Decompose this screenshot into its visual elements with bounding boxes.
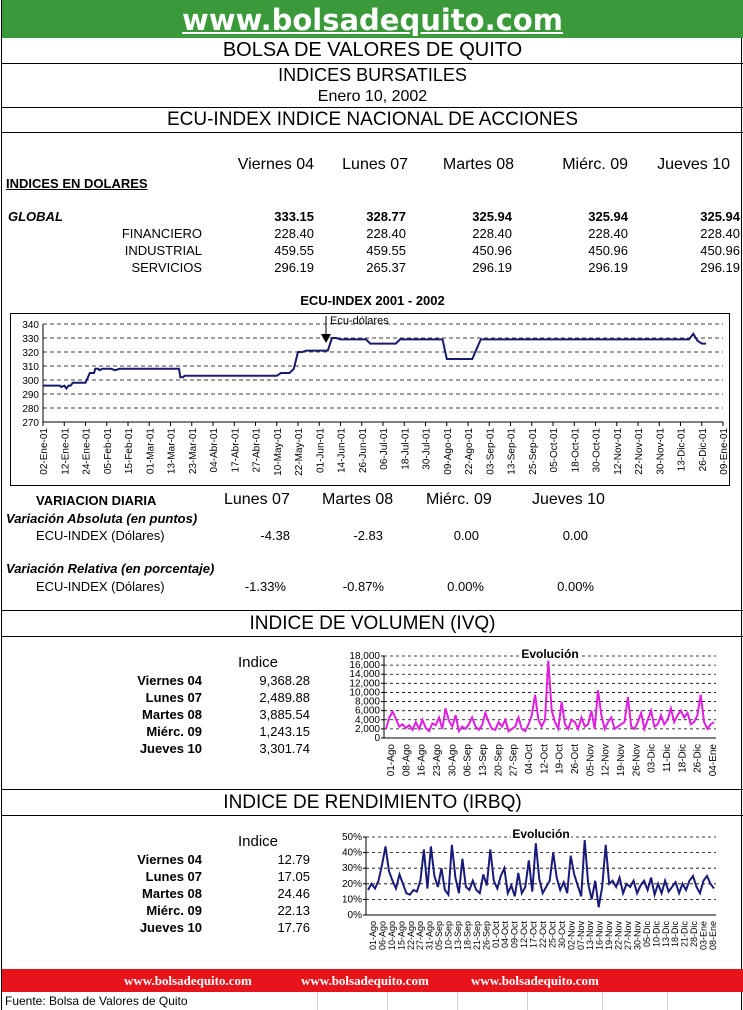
- x-tick-label: 18-Dic: [677, 744, 689, 773]
- row-label: Miérc. 09: [146, 724, 202, 739]
- x-tick-label: 01-Ago: [386, 744, 397, 777]
- x-tick-label: 18-Jul-01: [400, 428, 412, 470]
- row-label: SERVICIOS: [131, 260, 202, 275]
- table-cell: 24.46: [277, 886, 310, 901]
- x-tick-label: 15-Ago: [396, 921, 407, 951]
- y-tick-label: 14,000: [349, 669, 380, 681]
- x-tick-label: 06-Ago: [377, 921, 388, 951]
- day-header: Miérc. 09: [562, 156, 628, 173]
- x-tick-label: 12-Oct: [539, 744, 551, 775]
- table-cell: 12.79: [277, 852, 310, 867]
- x-tick-label: 23-Ago: [432, 744, 443, 777]
- y-tick-label: 270: [22, 418, 39, 429]
- table-cell: 3,885.54: [259, 707, 310, 722]
- row-label-global: GLOBAL: [8, 209, 63, 224]
- x-tick-label: 16-Ago: [416, 744, 428, 777]
- x-tick-label: 19-Nov: [604, 921, 615, 951]
- day-header: Lunes 07: [342, 156, 408, 173]
- x-tick-label: 30-Nov-01: [655, 428, 667, 475]
- evolution-series-line: [386, 661, 714, 732]
- x-tick-label: 10-May-01: [272, 428, 284, 476]
- abs-variation-label: Variación Absoluta (en puntos): [6, 511, 198, 526]
- x-tick-label: 22-May-01: [294, 428, 305, 476]
- x-tick-label: 07-Nov: [575, 921, 586, 951]
- row-label: Jueves 10: [139, 920, 202, 935]
- x-tick-label: 18-Sep: [462, 921, 473, 951]
- y-tick-label: 310: [22, 362, 39, 373]
- y-tick-label: 280: [22, 404, 39, 415]
- x-tick-label: 23-Mar-01: [187, 428, 199, 475]
- x-tick-label: 22-Ago: [405, 921, 416, 951]
- x-tick-label: 26-Sep: [481, 921, 492, 951]
- x-tick-label: 26-Dic-01: [697, 428, 709, 472]
- x-tick-label: 22-Oct: [538, 921, 548, 949]
- row-label: Lunes 07: [145, 690, 202, 705]
- table-cell: 0.00%: [447, 579, 484, 594]
- x-tick-label: 13-Sep-01: [506, 428, 518, 475]
- row-label: INDUSTRIAL: [124, 243, 202, 258]
- irbq-col-header: Indice: [238, 833, 279, 850]
- y-tick-label: 340: [22, 320, 39, 331]
- x-tick-label: 16-Nov: [594, 921, 605, 951]
- x-tick-label: 13-Mar-01: [166, 428, 178, 475]
- footer-link[interactable]: www.bolsadequito.com: [471, 973, 599, 988]
- table-cell: -0.87%: [342, 579, 384, 594]
- report-date: Enero 10, 2002: [317, 88, 428, 105]
- x-tick-label: 01-Ago: [368, 921, 378, 951]
- row-label: ECU-INDEX (Dólares): [36, 579, 165, 594]
- x-tick-label: 26-Dic: [692, 744, 704, 773]
- x-tick-label: 02-Nov: [566, 921, 577, 951]
- table-cell: 265.37: [366, 260, 406, 275]
- table-cell: 450.96: [472, 243, 512, 258]
- table-cell: 296.19: [472, 260, 512, 275]
- table-cell: 0.00: [562, 528, 588, 543]
- x-tick-label: 15-Feb-01: [124, 428, 135, 475]
- grid-line: [667, 992, 668, 1010]
- table-cell: 17.05: [277, 869, 310, 884]
- x-tick-label: 05-Dic: [641, 921, 652, 948]
- x-tick-label: 21-Sep: [471, 921, 482, 951]
- evolution-title: Evolución: [512, 827, 570, 841]
- annotation-arrowhead: [321, 334, 331, 343]
- table-cell: 296.19: [274, 260, 314, 275]
- grid-line: [317, 992, 318, 1010]
- x-tick-label: 25-Sep-01: [527, 428, 539, 475]
- x-tick-label: 04-Oct: [500, 921, 511, 949]
- annotation-label: Ecu-dólares: [330, 315, 389, 327]
- grid-line: [457, 992, 458, 1010]
- table-cell: 22.13: [277, 903, 310, 918]
- divider: [2, 789, 743, 790]
- x-tick-label: 22-Ago-01: [464, 428, 475, 475]
- table-cell: 333.15: [274, 209, 314, 224]
- table-cell: 2,489.88: [259, 690, 310, 705]
- y-tick-label: 8,000: [354, 696, 380, 708]
- x-tick-label: 01-Oct: [490, 921, 501, 949]
- x-tick-label: 05-Feb-01: [102, 428, 114, 475]
- source-text: Fuente: Bolsa de Valores de Quito: [5, 994, 188, 1008]
- x-tick-label: 03-Ene: [698, 921, 709, 951]
- x-tick-label: 09-Oct: [509, 921, 520, 949]
- irbq-chart: [332, 824, 722, 966]
- x-tick-label: 10-Sep: [443, 921, 454, 951]
- x-tick-label: 30-Nov: [632, 921, 643, 951]
- x-tick-label: 10-Dic: [651, 921, 662, 948]
- x-tick-label: 19-Oct: [554, 744, 566, 775]
- table-cell: 228.40: [274, 226, 314, 241]
- y-tick-label: 10%: [341, 894, 362, 906]
- x-tick-label: 27-Abr-01: [251, 428, 263, 473]
- table-cell: 228.40: [588, 226, 628, 241]
- x-tick-label: 14-Jun-01: [336, 428, 348, 474]
- y-tick-label: 2,000: [354, 723, 380, 735]
- table-cell: 459.55: [274, 243, 314, 258]
- divider: [2, 107, 743, 108]
- org-name: BOLSA DE VALORES DE QUITO: [222, 39, 523, 61]
- table-cell: 325.94: [588, 209, 628, 224]
- x-tick-label: 22-Nov-01: [634, 428, 645, 475]
- x-tick-label: 02-Ene-01: [39, 428, 50, 475]
- row-label: Jueves 10: [139, 741, 202, 756]
- x-tick-label: 01-Mar-01: [145, 428, 157, 475]
- x-tick-label: 09-Ago-01: [442, 428, 454, 475]
- table-cell: 325.94: [700, 209, 740, 224]
- x-tick-label: 03-Sep-01: [485, 428, 497, 475]
- x-tick-label: 26-Oct: [570, 744, 581, 775]
- x-tick-label: 27-Nov: [623, 921, 633, 951]
- grid-line: [387, 992, 388, 1010]
- day-header: Viernes 04: [237, 156, 314, 173]
- x-tick-label: 13-Sep: [478, 744, 489, 777]
- table-label: INDICES EN DOLARES: [6, 176, 148, 191]
- x-tick-label: 06-Sep: [462, 744, 474, 777]
- x-tick-label: 21-Dic: [679, 921, 690, 948]
- y-tick-label: 40%: [341, 847, 362, 859]
- x-tick-label: 30-Oct-01: [591, 428, 603, 473]
- ecu-chart-frame: [10, 313, 730, 486]
- x-tick-label: 05-Nov: [585, 744, 597, 777]
- report-sheet: [1, 0, 742, 1010]
- divider: [2, 815, 743, 816]
- x-tick-label: 08-Ene: [708, 921, 718, 951]
- x-tick-label: 31-Ago: [424, 921, 435, 951]
- grid-line: [602, 992, 603, 1010]
- x-tick-label: 27-Sep: [508, 744, 520, 777]
- y-tick-label: 0%: [347, 910, 362, 921]
- row-label: Martes 08: [142, 707, 202, 722]
- table-cell: 228.40: [472, 226, 512, 241]
- table-cell: 228.40: [366, 226, 406, 241]
- x-tick-label: 06-Jul-01: [379, 428, 390, 470]
- x-tick-label: 24-Ene-01: [81, 428, 93, 475]
- footer-link[interactable]: www.bolsadequito.com: [124, 973, 252, 988]
- x-tick-label: 19-Nov: [616, 744, 627, 777]
- var-day-header: Martes 08: [322, 491, 394, 508]
- x-tick-label: 12-Nov-01: [612, 428, 624, 475]
- y-tick-label: 50%: [341, 832, 362, 843]
- divider: [2, 610, 743, 611]
- day-header: Martes 08: [442, 156, 514, 173]
- y-tick-label: 12,000: [349, 678, 380, 690]
- var-day-header: Miérc. 09: [426, 491, 492, 508]
- x-tick-label: 05-Sep: [434, 921, 445, 951]
- ecu-chart: [11, 314, 729, 485]
- day-header: Jueves 10: [657, 156, 730, 173]
- y-tick-label: 4,000: [354, 714, 380, 726]
- var-day-header: Lunes 07: [224, 491, 290, 508]
- table-cell: 325.94: [472, 209, 512, 224]
- y-tick-label: 300: [22, 376, 39, 387]
- ecu-section-title: ECU-INDEX INDICE NACIONAL DE ACCIONES: [166, 109, 579, 130]
- y-tick-label: 18,000: [349, 651, 380, 662]
- x-tick-label: 04-Abr-01: [209, 428, 220, 473]
- x-tick-label: 20-Sep: [493, 744, 505, 777]
- y-tick-label: 330: [22, 334, 39, 345]
- x-tick-label: 09-Ene-01: [719, 428, 729, 475]
- table-cell: 9,368.28: [259, 673, 310, 688]
- y-tick-label: 320: [22, 348, 39, 359]
- x-tick-label: 17-Abr-01: [230, 428, 242, 473]
- row-label: FINANCIERO: [121, 226, 202, 241]
- evolution-title: Evolución: [521, 647, 579, 661]
- table-cell: 459.55: [366, 243, 406, 258]
- row-label: Viernes 04: [137, 673, 202, 688]
- table-cell: 0.00: [453, 528, 479, 543]
- table-cell: 1,243.15: [259, 724, 310, 739]
- x-tick-label: 13-Dic: [660, 921, 671, 948]
- table-cell: -4.38: [260, 528, 290, 543]
- x-tick-label: 22-Nov: [613, 921, 624, 951]
- x-tick-label: 05-Oct-01: [549, 428, 560, 473]
- source-row: [2, 992, 743, 1010]
- table-cell: 296.19: [700, 260, 740, 275]
- grid-line: [527, 992, 528, 1010]
- row-label: Miérc. 09: [146, 903, 202, 918]
- divider: [2, 132, 743, 133]
- x-tick-label: 30-Oct: [556, 921, 567, 949]
- y-tick-label: 10,000: [349, 687, 380, 699]
- row-label: ECU-INDEX (Dólares): [36, 528, 165, 543]
- table-cell: 450.96: [588, 243, 628, 258]
- row-label: Lunes 07: [145, 869, 202, 884]
- x-tick-label: 12-Ene-01: [60, 428, 72, 475]
- table-cell: 328.77: [366, 209, 406, 224]
- table-cell: 3,301.74: [259, 741, 310, 756]
- x-tick-label: 03-Dic: [646, 744, 658, 773]
- x-tick-label: 18-Dic: [670, 921, 681, 948]
- table-cell: 296.19: [588, 260, 628, 275]
- x-tick-label: 08-Ago: [401, 744, 413, 777]
- x-tick-label: 13-Sep: [453, 921, 463, 951]
- ivq-section-title: INDICE DE VOLUMEN (IVQ): [249, 613, 496, 634]
- evolution-series-line: [368, 840, 714, 907]
- x-tick-label: 30-Ago: [447, 744, 459, 777]
- y-tick-label: 30%: [341, 863, 362, 875]
- table-cell: -1.33%: [244, 579, 286, 594]
- x-tick-label: 11-Dic: [662, 744, 673, 773]
- table-cell: 0.00%: [557, 579, 594, 594]
- table-cell: 228.40: [700, 226, 740, 241]
- y-tick-label: 290: [22, 390, 39, 401]
- x-tick-label: 17-Oct: [528, 921, 539, 949]
- x-tick-label: 26-Nov: [631, 744, 643, 777]
- x-tick-label: 18-Oct-01: [570, 428, 582, 473]
- x-tick-label: 26-Jun-01: [357, 428, 369, 474]
- site-banner-top[interactable]: www.bolsadequito.com: [2, 0, 743, 38]
- y-tick-label: 20%: [341, 878, 362, 890]
- x-tick-label: 13-Nov: [585, 921, 596, 951]
- x-tick-label: 25-Oct: [547, 921, 558, 949]
- irbq-section-title: INDICE DE RENDIMIENTO (IRBQ): [223, 792, 522, 813]
- ivq-col-header: Indice: [238, 654, 279, 671]
- divider: [2, 636, 743, 637]
- variacion-title: VARIACION DIARIA: [36, 493, 157, 508]
- x-tick-label: 04-Ene: [708, 744, 719, 777]
- site-banner-bottom: [2, 969, 743, 992]
- divider: [2, 63, 743, 64]
- report-title: INDICES BURSATILES: [278, 65, 467, 85]
- x-tick-label: 12-Nov: [600, 744, 612, 777]
- x-tick-label: 12-Oct: [519, 921, 530, 949]
- table-cell: 17.76: [277, 920, 310, 935]
- x-tick-label: 27-Ago: [415, 921, 426, 951]
- x-tick-label: 30-Jul-01: [421, 428, 433, 470]
- rel-variation-label: Variación Relativa (en porcentaje): [6, 561, 215, 576]
- var-day-header: Jueves 10: [532, 491, 605, 508]
- ecu-chart-title: ECU-INDEX 2001 - 2002: [300, 293, 445, 308]
- x-tick-label: 01-Jun-01: [315, 428, 327, 474]
- table-cell: 450.96: [700, 243, 740, 258]
- table-cell: -2.83: [353, 528, 383, 543]
- y-tick-label: 16,000: [349, 660, 380, 672]
- row-label: Viernes 04: [137, 852, 202, 867]
- y-tick-label: 0: [374, 733, 380, 744]
- footer-link[interactable]: www.bolsadequito.com: [301, 973, 429, 988]
- row-label: Martes 08: [142, 886, 202, 901]
- x-tick-label: 10-Ago: [386, 921, 397, 951]
- x-tick-label: 13-Dic-01: [676, 428, 688, 472]
- x-tick-label: 28-Dic: [689, 921, 700, 948]
- y-tick-label: 6,000: [354, 705, 380, 717]
- x-tick-label: 04-Oct: [524, 744, 535, 775]
- ivq-chart: [332, 644, 722, 784]
